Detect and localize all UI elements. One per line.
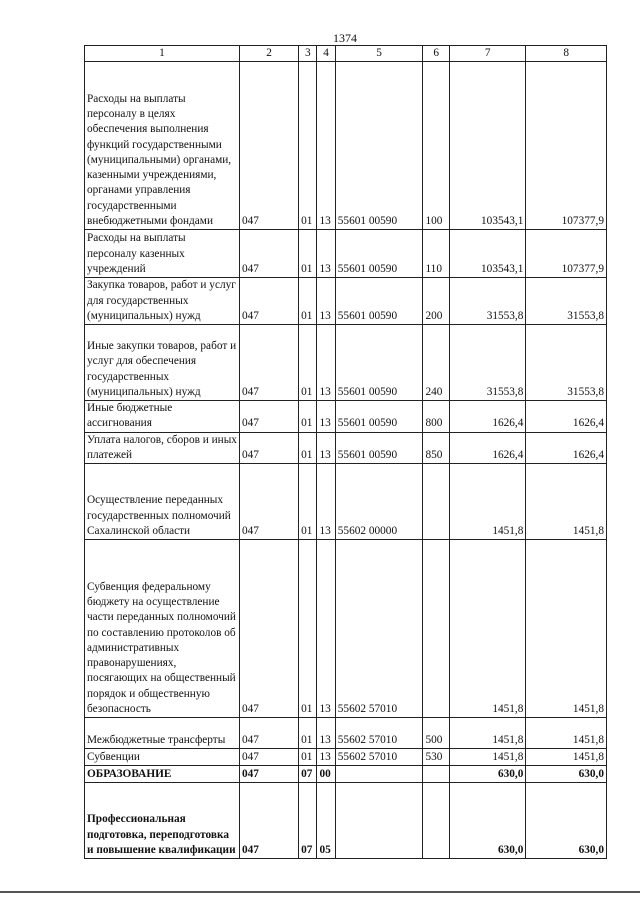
expense-type-cell: 500 [423, 718, 450, 749]
ministry-code-cell: 047 [239, 464, 298, 540]
subsection-code-cell: 13 [317, 432, 335, 464]
column-header: 7 [449, 46, 525, 62]
amount-year1-cell: 630,0 [449, 766, 525, 783]
table-row [85, 540, 607, 718]
column-header: 5 [335, 46, 423, 62]
row-name-cell: Расходы на выплаты персоналу в целях обеспечения выполнения функций государственными (муниципальными) органами, казенными учреждениями, органами управления государственными внебюджетными фондами [85, 62, 240, 230]
expense-type-cell [423, 766, 450, 783]
subsection-code-cell: 13 [317, 401, 335, 433]
table-row [85, 230, 607, 278]
ministry-code-cell: 047 [239, 278, 298, 325]
section-code-cell: 01 [299, 718, 317, 749]
amount-year1-cell: 103543,1 [449, 230, 525, 278]
table-row [85, 464, 607, 540]
target-article-cell: 55601 00590 [335, 432, 423, 464]
amount-year1-cell: 1626,4 [449, 432, 525, 464]
expense-type-cell [423, 540, 450, 718]
subsection-code-cell: 13 [317, 325, 335, 401]
section-code-cell: 01 [299, 278, 317, 325]
table-body [85, 62, 607, 859]
table-row [85, 401, 607, 433]
subsection-code-cell: 13 [317, 464, 335, 540]
subsection-code-cell: 13 [317, 749, 335, 766]
target-article-cell: 55602 57010 [335, 749, 423, 766]
section-code-cell: 07 [299, 766, 317, 783]
subsection-code-cell: 13 [317, 230, 335, 278]
column-header: 8 [526, 46, 607, 62]
amount-year1-cell: 1451,8 [449, 749, 525, 766]
target-article-cell: 55601 00590 [335, 278, 423, 325]
expense-type-cell: 850 [423, 432, 450, 464]
subsection-code-cell: 13 [317, 62, 335, 230]
ministry-code-cell: 047 [239, 230, 298, 278]
amount-year2-cell: 31553,8 [526, 278, 607, 325]
ministry-code-cell: 047 [239, 766, 298, 783]
target-article-cell: 55602 57010 [335, 718, 423, 749]
amount-year2-cell: 31553,8 [526, 325, 607, 401]
column-header: 2 [239, 46, 298, 62]
target-article-cell: 55601 00590 [335, 62, 423, 230]
budget-table [84, 45, 607, 859]
amount-year2-cell: 1626,4 [526, 401, 607, 433]
amount-year1-cell: 1451,8 [449, 540, 525, 718]
ministry-code-cell: 047 [239, 783, 298, 859]
column-header: 1 [85, 46, 240, 62]
ministry-code-cell: 047 [239, 325, 298, 401]
section-code-cell: 01 [299, 464, 317, 540]
target-article-cell: 55601 00590 [335, 230, 423, 278]
section-code-cell: 01 [299, 749, 317, 766]
row-name-cell: Уплата налогов, сборов и иных платежей [85, 432, 240, 464]
row-name-cell: Осуществление переданных государственных полномочий Сахалинской области [85, 464, 240, 540]
amount-year2-cell: 630,0 [526, 783, 607, 859]
subsection-code-cell: 13 [317, 278, 335, 325]
subsection-code-cell: 00 [317, 766, 335, 783]
amount-year1-cell: 1451,8 [449, 718, 525, 749]
amount-year2-cell: 1451,8 [526, 718, 607, 749]
target-article-cell: 55601 00590 [335, 325, 423, 401]
row-name-cell: Иные бюджетные ассигнования [85, 401, 240, 433]
table-row [85, 749, 607, 766]
row-name-cell: Расходы на выплаты персоналу казенных учреждений [85, 230, 240, 278]
amount-year2-cell: 1451,8 [526, 540, 607, 718]
amount-year1-cell: 1626,4 [449, 401, 525, 433]
expense-type-cell [423, 464, 450, 540]
target-article-cell [335, 766, 423, 783]
amount-year1-cell: 31553,8 [449, 278, 525, 325]
section-code-cell: 01 [299, 230, 317, 278]
amount-year1-cell: 630,0 [449, 783, 525, 859]
section-code-cell: 01 [299, 62, 317, 230]
target-article-cell [335, 783, 423, 859]
row-name-cell: Закупка товаров, работ и услуг для государственных (муниципальных) нужд [85, 278, 240, 325]
subsection-code-cell: 13 [317, 540, 335, 718]
expense-type-cell [423, 783, 450, 859]
amount-year2-cell: 107377,9 [526, 62, 607, 230]
target-article-cell: 55601 00590 [335, 401, 423, 433]
amount-year2-cell: 1451,8 [526, 749, 607, 766]
expense-type-cell: 800 [423, 401, 450, 433]
amount-year1-cell: 103543,1 [449, 62, 525, 230]
row-name-cell: Профессиональная подготовка, переподготовка и повышение квалификации [85, 783, 240, 859]
table-row [85, 325, 607, 401]
ministry-code-cell: 047 [239, 540, 298, 718]
expense-type-cell: 200 [423, 278, 450, 325]
column-header: 6 [423, 46, 450, 62]
amount-year2-cell: 107377,9 [526, 230, 607, 278]
subsection-code-cell: 13 [317, 718, 335, 749]
header-row [85, 46, 607, 62]
amount-year2-cell: 630,0 [526, 766, 607, 783]
amount-year1-cell: 1451,8 [449, 464, 525, 540]
expense-type-cell: 530 [423, 749, 450, 766]
section-code-cell: 01 [299, 432, 317, 464]
subsection-code-cell: 05 [317, 783, 335, 859]
section-code-cell: 01 [299, 540, 317, 718]
ministry-code-cell: 047 [239, 749, 298, 766]
section-code-cell: 01 [299, 325, 317, 401]
amount-year1-cell: 31553,8 [449, 325, 525, 401]
ministry-code-cell: 047 [239, 718, 298, 749]
amount-year2-cell: 1451,8 [526, 464, 607, 540]
table-row [85, 766, 607, 783]
table-row [85, 783, 607, 859]
ministry-code-cell: 047 [239, 62, 298, 230]
table-row [85, 278, 607, 325]
section-code-cell: 01 [299, 401, 317, 433]
page-number: 1374 [333, 31, 357, 45]
column-header: 4 [317, 46, 335, 62]
table-row [85, 718, 607, 749]
target-article-cell: 55602 00000 [335, 464, 423, 540]
expense-type-cell: 100 [423, 62, 450, 230]
row-name-cell: Иные закупки товаров, работ и услуг для обеспечения государственных (муниципальных) нужд [85, 325, 240, 401]
row-name-cell: ОБРАЗОВАНИЕ [85, 766, 240, 783]
table-row [85, 432, 607, 464]
target-article-cell: 55602 57010 [335, 540, 423, 718]
section-code-cell: 07 [299, 783, 317, 859]
ministry-code-cell: 047 [239, 432, 298, 464]
expense-type-cell: 240 [423, 325, 450, 401]
row-name-cell: Субвенции [85, 749, 240, 766]
row-name-cell: Субвенция федеральному бюджету на осуществление части переданных полномочий по составлению протоколов об административных правонарушениях, посягающих на общественный порядок и общественную безопасность [85, 540, 240, 718]
expense-type-cell: 110 [423, 230, 450, 278]
column-header: 3 [299, 46, 317, 62]
ministry-code-cell: 047 [239, 401, 298, 433]
page-bottom-edge [0, 891, 640, 893]
row-name-cell: Межбюджетные трансферты [85, 718, 240, 749]
amount-year2-cell: 1626,4 [526, 432, 607, 464]
table-row [85, 62, 607, 230]
